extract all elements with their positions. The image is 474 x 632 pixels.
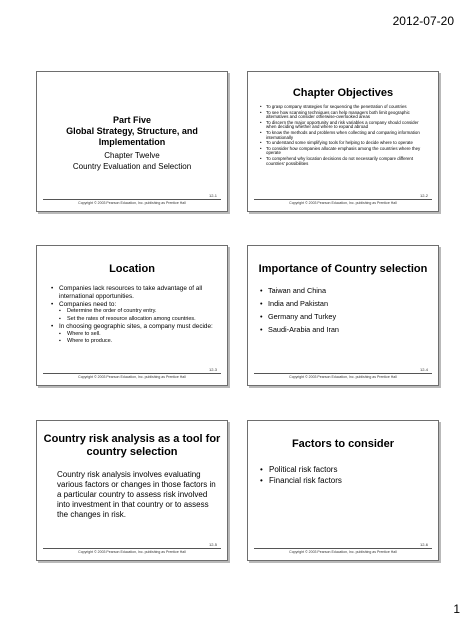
slide-6-bullets: [260, 465, 430, 485]
slide-2-footer: [248, 193, 438, 208]
slide-6-number: 12-6: [419, 542, 428, 547]
slide-2-title: Chapter Objectives: [292, 87, 394, 99]
list-item: • To see how scanning techniques can help managers both limit geographic alternatives and consider otherwise-overlooked areas: [260, 111, 428, 120]
list-item: [51, 323, 219, 345]
slide-3: [36, 245, 228, 386]
slide-1-copyright: Copyright © 2003 Pearson Education, Inc. publishing as Prentice Hall: [78, 201, 186, 205]
slide-4: [247, 245, 439, 386]
slide-5-footer: [37, 542, 227, 557]
list-item-text: In choosing geographic sites, a company must decide:: [59, 323, 213, 330]
list-item: • Taiwan and China: [260, 287, 430, 295]
list-item: • To comprehend why location decisions do not necessarily compare different countries' possibilities: [260, 157, 428, 166]
page-number: 1: [453, 602, 460, 616]
page-date: 2012-07-20: [392, 14, 454, 28]
slide-6: [247, 420, 439, 561]
slide-1-title-line2: Implementation: [98, 137, 166, 147]
sub-list-item: ▪ Set the rates of resource allocation among countries.: [59, 316, 219, 323]
slide-5-number: 12-5: [208, 542, 217, 547]
slide-1-subtitle: Country Evaluation and Selection: [72, 162, 192, 171]
slide-6-title: Factors to consider: [291, 438, 395, 450]
list-item: • To understand some simplifying tools for helping to decide where to operate: [260, 141, 428, 146]
list-item: • Companies lack resources to take advantage of all international opportunities.: [51, 285, 219, 300]
slide-6-copyright: Copyright © 2003 Pearson Education, Inc. publishing as Prentice Hall: [289, 550, 397, 554]
slide-5-title: Country risk analysis as a tool for country selection: [43, 433, 221, 458]
list-item: • To grasp company strategies for sequencing the penetration of countries: [260, 105, 428, 110]
slide-1-footer: [37, 193, 227, 208]
slide-4-copyright: Copyright © 2003 Pearson Education, Inc. publishing as Prentice Hall: [289, 375, 397, 379]
slide-4-bullets: [260, 287, 430, 334]
slide-1-number: 12-1: [208, 193, 217, 198]
list-item: [51, 301, 219, 323]
slide-3-copyright: Copyright © 2003 Pearson Education, Inc. publishing as Prentice Hall: [78, 375, 186, 379]
slide-3-number: 12-3: [208, 367, 217, 372]
list-item: • To know the methods and problems when collecting and comparing information internationally: [260, 131, 428, 140]
sub-list-item: ▪ Where to produce.: [59, 338, 219, 345]
slide-2-copyright: Copyright © 2003 Pearson Education, Inc. publishing as Prentice Hall: [289, 201, 397, 205]
list-item: • Political risk factors: [260, 465, 430, 474]
slide-4-footer: [248, 367, 438, 382]
slide-5-copyright: Copyright © 2003 Pearson Education, Inc. publishing as Prentice Hall: [78, 550, 186, 554]
slide-2: [247, 71, 439, 212]
slide-3-footer: [37, 367, 227, 382]
slide-1-part: Part Five: [112, 115, 152, 125]
slide-5-body: Country risk analysis involves evaluating various factors or changes in those factors in a particular country to assess risk involved into investment in that country or to assess the changes in risk.: [57, 470, 216, 519]
list-item: • To consider how companies allocate emphasis among the countries where they operate: [260, 147, 428, 156]
slide-3-title: Location: [109, 263, 155, 275]
list-item: • To discern the major opportunity and risk variables a company should consider when deciding whether and where to expand abroad: [260, 121, 428, 130]
slide-1: [36, 71, 228, 212]
slide-1-chapter: Chapter Twelve: [104, 151, 160, 160]
slide-1-title-line1: Global Strategy, Structure, and: [66, 126, 198, 136]
list-item: • Financial risk factors: [260, 476, 430, 485]
sub-list-item: ▪ Where to sell.: [59, 331, 219, 338]
slide-3-bullets: [51, 285, 219, 345]
slide-2-number: 12-2: [419, 193, 428, 198]
slide-6-footer: [248, 542, 438, 557]
sub-list-item: ▪ Determine the order of country entry.: [59, 308, 219, 315]
list-item: • Germany and Turkey: [260, 313, 430, 321]
slide-4-title: Importance of Country selection: [258, 263, 428, 275]
slide-4-number: 12-4: [419, 367, 428, 372]
list-item: • India and Pakistan: [260, 300, 430, 308]
list-item: • Saudi-Arabia and Iran: [260, 326, 430, 334]
list-item-text: Companies need to:: [59, 300, 117, 308]
slide-2-bullets: [260, 105, 428, 166]
slide-5: [36, 420, 228, 561]
